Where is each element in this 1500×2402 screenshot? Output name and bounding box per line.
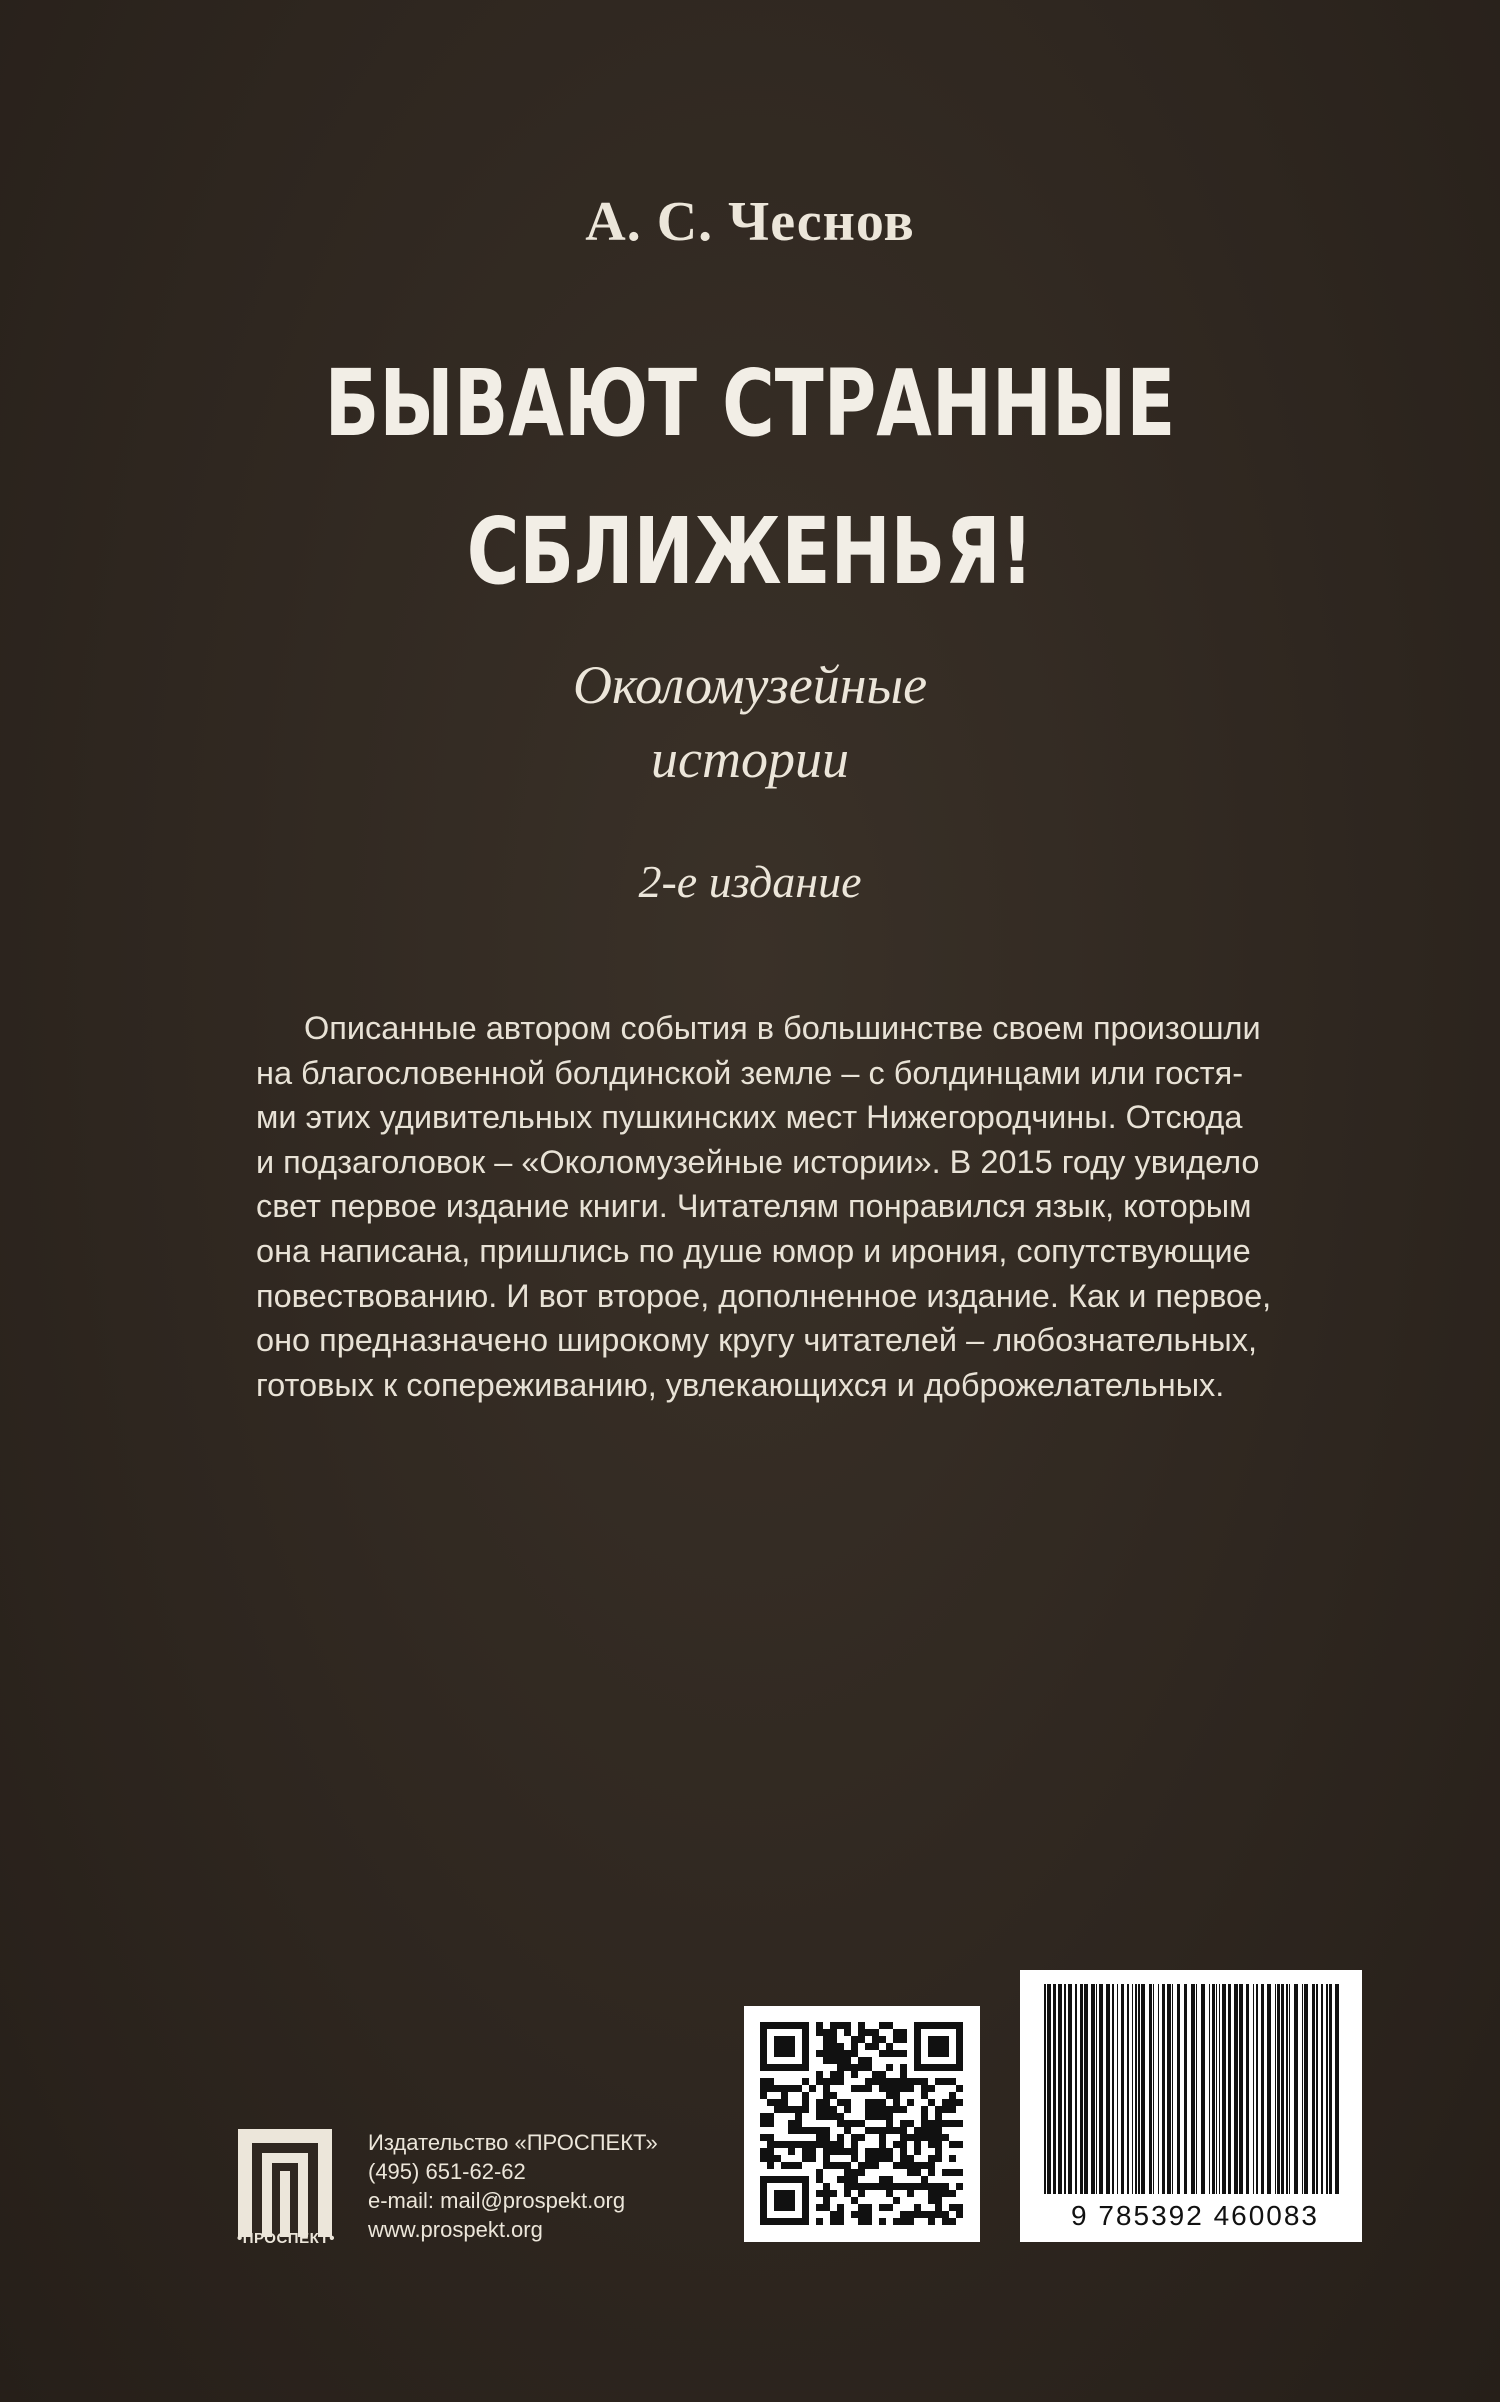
- publisher-info: [368, 2128, 658, 2244]
- publisher-website: www.prospekt.org: [368, 2217, 543, 2242]
- edition-label: 2-е издание: [638, 856, 862, 907]
- annotation-line: Описанные автором события в большинстве своем произошли: [304, 1010, 1261, 1046]
- logo-caption: •ПРОСПЕКТ•: [236, 2230, 336, 2247]
- isbn-number: 9 785392 460083: [1071, 2200, 1319, 2231]
- subtitle-line: Околомузейные: [572, 655, 928, 715]
- author-name: А. С. Чеснов: [585, 191, 915, 253]
- subtitle-line: истории: [651, 729, 849, 789]
- book-title: [165, 330, 1335, 626]
- title-line: СБЛИЖЕНЬЯ!: [466, 498, 1034, 605]
- annotation-line: и подзаголовок – «Околомузейные истории». В 2015 году увидело: [256, 1143, 1260, 1180]
- book-subtitle: [0, 648, 1500, 796]
- publisher-phone: (495) 651-62-62: [368, 2159, 526, 2184]
- publisher-email: e-mail: mail@prospekt.org: [368, 2188, 626, 2213]
- qr-code-icon: [744, 2006, 980, 2242]
- annotation-line: свет первое издание книги. Читателям понравился язык, которым: [256, 1188, 1252, 1225]
- annotation-line: ми этих удивительных пушкинских мест Нижегородчины. Отсюда: [256, 1099, 1243, 1136]
- publisher-name: Издательство «ПРОСПЕКТ»: [368, 2130, 658, 2155]
- annotation-line: она написана, пришлись по душе юмор и ирония, сопутствующие: [256, 1232, 1251, 1269]
- annotation-line: оно предназначено широкому кругу читателей – любознательных,: [256, 1322, 1258, 1359]
- annotation-line: готовых к сопереживанию, увлекающихся и доброжелательных.: [256, 1366, 1225, 1403]
- title-line: БЫВАЮТ СТРАННЫЕ: [324, 350, 1176, 457]
- annotation-line: на благословенной болдинской земле – с болдинцами или гостя-: [256, 1054, 1244, 1091]
- annotation-text: [256, 1006, 1336, 1407]
- annotation-line: повествованию. И вот второе, дополненное издание. Как и первое,: [256, 1277, 1272, 1314]
